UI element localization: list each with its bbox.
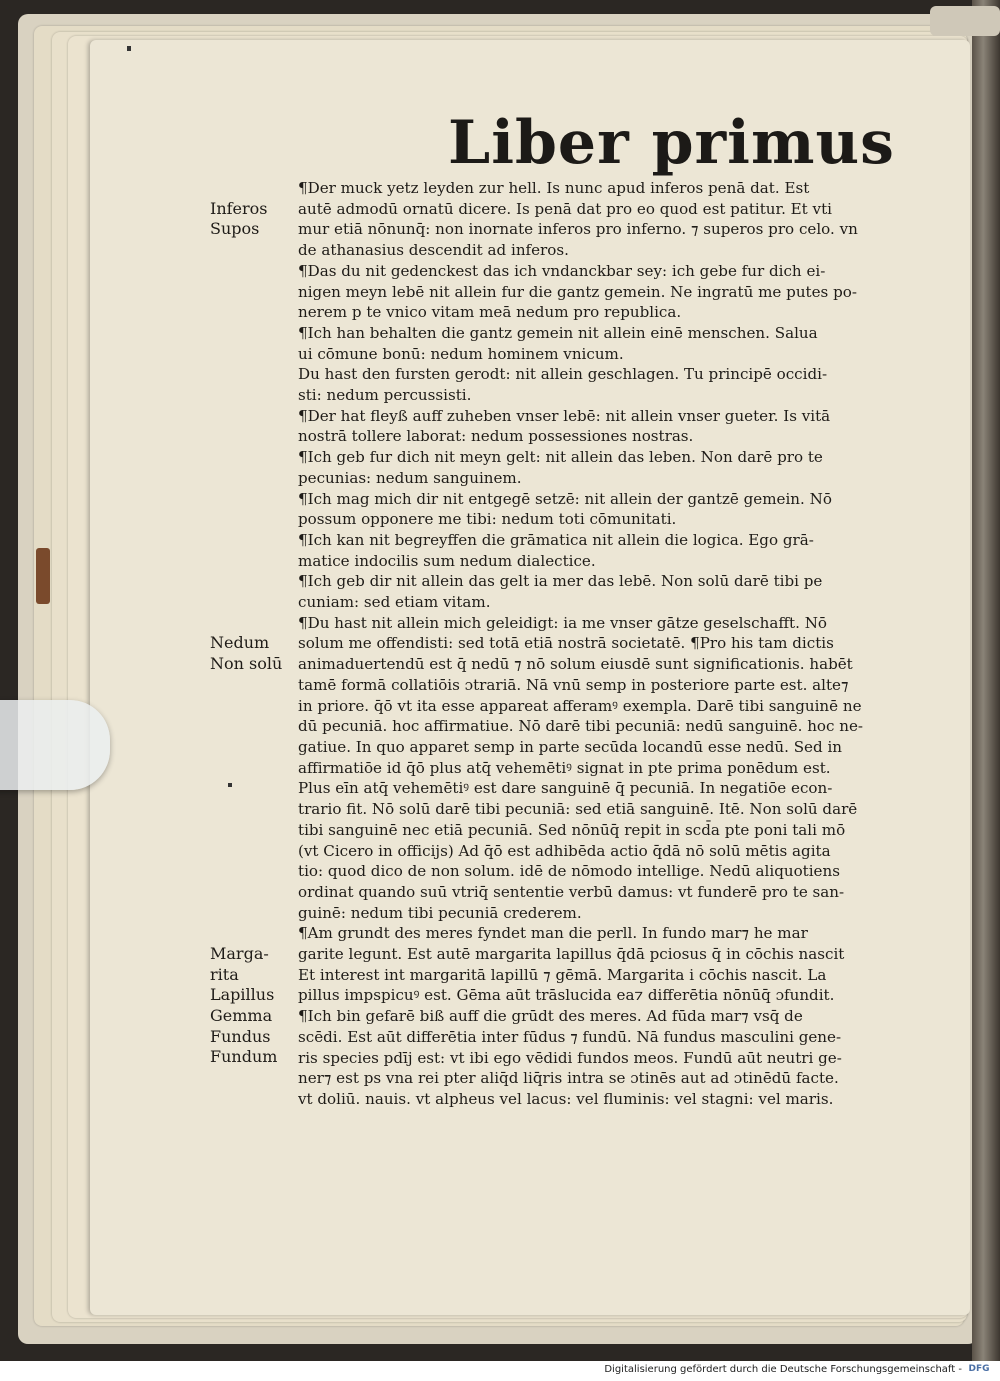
text-line: pillus impspicuꝰ est. Gēma aūt trāslucida ea⁊ differētia nōnūq̄ ɔfundit.	[298, 986, 835, 1005]
text-line: garite legunt. Est autē margarita lapillus q̄dā pciosus q̄ in cōchis nascit	[298, 945, 845, 964]
text-line: ¶Ich geb fur dich nit meyn gelt: nit allein das leben. Non darē pro te	[298, 448, 823, 467]
text-line: Du hast den fursten gerodt: nit allein geschlagen. Tu principē occidi-	[298, 365, 828, 384]
text-line: ordinat quando suū vtriq̄ sententie verbū damus: vt funderē pro te san-	[298, 882, 845, 901]
footer-credit: Digitalisierung gefördert durch die Deutsche Forschungsgemeinschaft -	[604, 1364, 962, 1375]
text-line: ¶Das du nit gedenckest das ich vndanckbar sey: ich gebe fur dich ei-	[298, 261, 826, 280]
text-line: in priore. q̄ō vt ita esse appareat afferamꝰ exempla. Darē tibi sanguinē ne	[298, 696, 862, 715]
ink-mark	[127, 46, 131, 51]
text-line: nigen meyn lebē nit allein fur die gantz gemein. Ne ingratū me putes po-	[298, 282, 857, 301]
text-line: ¶Ich mag mich dir nit entgegē setzē: nit allein der gantzē gemein. Nō	[298, 489, 832, 508]
glass-clip	[0, 700, 110, 790]
text-line: Plus eīn atq̄ vehemētiꝰ est dare sanguinē q̄ pecuniā. In negatiōe econ-	[298, 779, 833, 798]
book-spine	[972, 0, 1000, 1361]
margin-note: Gemma	[210, 1006, 273, 1025]
text-line: nerem p te vnico vitam meā nedum pro republica.	[298, 303, 682, 322]
margin-note: Non solū	[210, 654, 283, 674]
dfg-logo: DFG	[968, 1364, 990, 1374]
text-line: (vt Cicero in officijs) Ad q̄ō est adhibēda actio q̄dā nō solū mētis agita	[298, 841, 831, 860]
text-line: ¶Ich kan nit begreyffen die grāmatica nit allein die logica. Ego grā-	[298, 530, 814, 549]
text-line: ner⁊ est ps vna rei pter aliq̄d liq̄ris intra se ɔtinēs aut ad ɔtinēdū facte.	[298, 1069, 839, 1088]
page-title: Liber primus	[448, 108, 895, 178]
text-line: pecunias: nedum sanguinem.	[298, 468, 522, 487]
text-line: trario fit. Nō solū darē tibi pecuniā: sed etiā sanguinē. Itē. Non solū darē	[298, 800, 858, 819]
text-line: ¶Ich geb dir nit allein das gelt ia mer das lebē. Non solū darē tibi pe	[298, 572, 823, 591]
text-line: tio: quod dico de non solum. idē de nōmodo intellige. Nedū aliquotiens	[298, 862, 840, 881]
text-line: ¶Am grundt des meres fyndet man die perll. In fundo mar⁊ he mar	[298, 924, 808, 943]
text-line: ¶Ich han behalten die gantz gemein nit allein einē menschen. Salua	[298, 323, 818, 342]
text-line: guinē: nedum tibi pecuniā crederem.	[298, 903, 582, 922]
leather-tab	[36, 548, 50, 604]
text-line: sti: nedum percussisti.	[298, 386, 472, 405]
text-line: animaduertendū est q̄ nedū ⁊ nō solum eiusdē sunt significationis. habēt	[298, 655, 853, 674]
text-line: cuniam: sed etiam vitam.	[298, 593, 491, 612]
margin-note: Marga-	[210, 943, 269, 963]
margin-note: Supos	[210, 219, 260, 239]
margin-note: rita	[210, 964, 239, 984]
text-line: ¶Du hast nit allein mich geleidigt: ia me vnser gātze geselschafft. Nō	[298, 613, 828, 632]
margin-note: Nedum	[210, 633, 270, 653]
text-line: ui cōmune bonū: nedum hominem vnicum.	[298, 344, 624, 363]
text-line: matice indocilis sum nedum dialectice.	[298, 551, 596, 570]
text-line: scēdi. Est aūt differētia inter fūdus ⁊ fundū. Nā fundus masculini gene-	[298, 1027, 842, 1046]
text-line: tibi sanguinē nec etiā pecuniā. Sed nōnūq̄ repit in scd̄a pte poni tali mō	[298, 820, 846, 839]
text-line: de athanasius descendit ad inferos.	[298, 241, 569, 260]
text-line: mur etiā nōnunq̄: non inornate inferos pro inferno. ⁊ superos pro celo. vn	[298, 220, 858, 239]
text-line: Et interest int margaritā lapillū ⁊ gēmā. Margarita i cōchis nascit. La	[298, 965, 827, 984]
text-line: gatiue. In quo apparet semp in parte secūda locandū esse nedū. Sed in	[298, 737, 843, 756]
text-line: tamē formā collatiōis ɔtrariā. Nā vnū semp in posteriore parte est. alte⁊	[298, 675, 849, 694]
text-line: ¶Der muck yetz leyden zur hell. Is nunc apud inferos penā dat. Est	[298, 179, 810, 197]
text-line: autē admodū ornatū dicere. Is penā dat pro eo quod est patitur. Et vti	[298, 199, 832, 218]
book-clasp	[930, 6, 1000, 36]
text-line: ¶Der hat fleyß auff zuheben vnser lebē: nit allein vnser gueter. Is vitā	[298, 406, 831, 425]
text-line: possum opponere me tibi: nedum toti cōmunitati.	[298, 510, 677, 529]
text-line: solum me offendisti: sed totā etiā nostrā societatē. ¶Pro his tam dictis	[298, 634, 834, 653]
text-line: nostrā tollere laborat: nedum possessiones nostras.	[298, 427, 694, 446]
margin-note: Fundus	[210, 1026, 271, 1046]
text-block	[298, 178, 908, 1110]
margin-note: Inferos	[210, 198, 268, 218]
margin-note: Lapillus	[210, 985, 275, 1005]
text-line: ris species pdīj est: vt ibi ego vēdidi fundos meos. Fundū aūt neutri ge-	[298, 1048, 842, 1067]
ink-mark	[228, 783, 232, 787]
text-line: vt doliū. nauis. vt alpheus vel lacus: vel fluminis: vel stagni: vel maris.	[298, 1089, 834, 1108]
text-line: ¶Ich bin gefarē biß auff die grūdt des meres. Ad fūda mar⁊ vsq̄ de	[298, 1007, 803, 1026]
text-line: affirmatiōe id q̄ō plus atq̄ vehemētiꝰ signat in pte prima ponēdum est.	[298, 758, 831, 777]
margin-note: Fundum	[210, 1047, 278, 1067]
text-line: dū pecuniā. hoc affirmatiue. Nō darē tibi pecuniā: nedū sanguinē. hoc ne-	[298, 717, 864, 736]
